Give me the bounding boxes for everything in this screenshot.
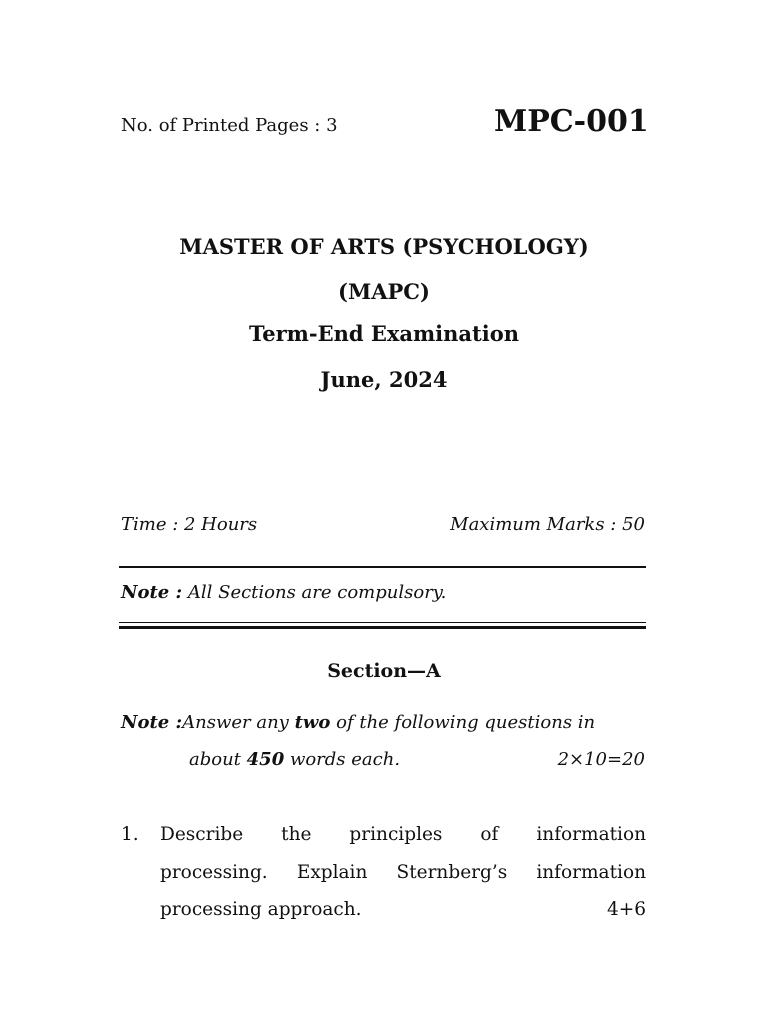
programme-abbr: (MAPC) bbox=[338, 279, 430, 304]
section-note-text: about bbox=[189, 749, 247, 770]
time-allowed: Time : 2 Hours bbox=[121, 514, 258, 535]
paper-code: MPC-001 bbox=[494, 104, 649, 139]
divider bbox=[119, 566, 646, 568]
printed-pages: No. of Printed Pages : 3 bbox=[121, 115, 338, 136]
divider-double-top bbox=[119, 622, 646, 623]
section-note-label: Note : bbox=[121, 712, 183, 733]
question-1 bbox=[121, 816, 646, 929]
general-note bbox=[121, 582, 446, 603]
divider-double-bottom bbox=[119, 626, 646, 629]
question-marks: 4+6 bbox=[606, 899, 646, 920]
section-note bbox=[121, 712, 646, 733]
note-label: Note : bbox=[121, 582, 183, 603]
word-count: 450 bbox=[246, 749, 285, 770]
section-note-text: of the following questions in bbox=[330, 712, 596, 733]
question-number: 1. bbox=[121, 824, 139, 845]
maximum-marks: Maximum Marks : 50 bbox=[450, 514, 645, 535]
exam-title: Term-End Examination bbox=[248, 321, 519, 346]
section-note-text: words each. bbox=[284, 749, 401, 770]
question-text-line: processing approach. bbox=[160, 899, 362, 920]
section-marks: 2×10=20 bbox=[557, 749, 645, 770]
section-note-line2 bbox=[189, 749, 400, 770]
section-note-emphasis: two bbox=[294, 712, 331, 733]
note-text: All Sections are compulsory. bbox=[187, 582, 447, 603]
section-heading: Section—A bbox=[327, 660, 441, 682]
programme-title: MASTER OF ARTS (PSYCHOLOGY) bbox=[179, 234, 589, 259]
question-text-line: processing. Explain Sternberg’s information bbox=[160, 861, 646, 883]
section-note-text: Answer any bbox=[182, 712, 295, 733]
exam-session: June, 2024 bbox=[320, 367, 448, 392]
question-text-line: Describe the principles of information bbox=[160, 824, 646, 845]
